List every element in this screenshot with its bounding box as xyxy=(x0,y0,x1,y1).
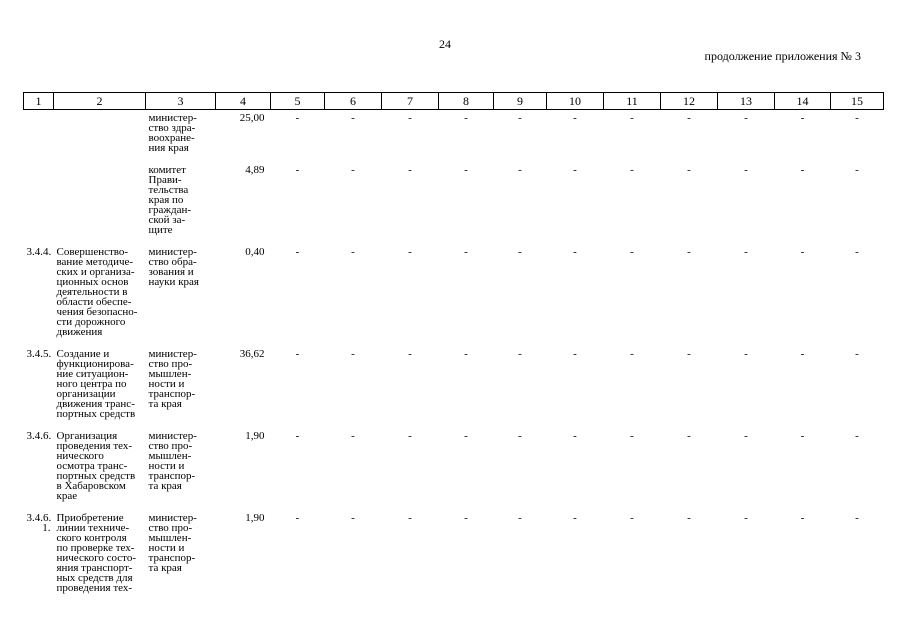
year-value-cell: - xyxy=(518,512,522,524)
year-value-cell: - xyxy=(408,430,412,442)
year-value-cell: - xyxy=(295,348,300,360)
funding-amount: 1,90 xyxy=(245,512,265,524)
column-header: 15 xyxy=(831,93,884,110)
year-value-cell: - xyxy=(630,512,634,524)
year-value-cell: - xyxy=(573,112,577,124)
row-number: 3.4.6. xyxy=(26,430,52,442)
funding-amount: 36,62 xyxy=(239,348,265,360)
year-value-cell: - xyxy=(800,246,805,258)
year-value-cell: - xyxy=(408,512,412,524)
year-value-cell: - xyxy=(855,348,859,360)
column-header: 14 xyxy=(775,93,831,110)
measure-name: Создание и функционирова- ние ситуацион- ного центра по организации движения транс- портных средств xyxy=(56,348,136,420)
year-value-cell: - xyxy=(800,348,805,360)
column-header: 5 xyxy=(271,93,325,110)
executor: министер- ство обра- зования и науки края xyxy=(148,246,199,288)
year-value-cell: - xyxy=(687,430,691,442)
year-value-cell: - xyxy=(518,246,522,258)
column-header: 11 xyxy=(604,93,661,110)
year-value-cell: - xyxy=(408,164,412,176)
year-value-cell: - xyxy=(744,430,748,442)
year-value-cell: - xyxy=(464,512,468,524)
year-value-cell: - xyxy=(744,348,748,360)
year-value-cell: - xyxy=(800,112,805,124)
executor: министер- ство про- мышлен- ности и транспор- та края xyxy=(148,430,197,492)
year-value-cell: - xyxy=(518,430,522,442)
page-number: 24 xyxy=(439,37,451,51)
column-header: 9 xyxy=(494,93,547,110)
year-value-cell: - xyxy=(744,112,748,124)
table-row xyxy=(24,346,884,428)
year-value-cell: - xyxy=(351,164,355,176)
year-value-cell: - xyxy=(744,512,748,524)
year-value-cell: - xyxy=(630,246,634,258)
year-value-cell: - xyxy=(687,246,691,258)
year-value-cell: - xyxy=(855,164,859,176)
year-value-cell: - xyxy=(464,112,468,124)
row-number xyxy=(24,110,54,163)
row-number: 3.4.6. 1. xyxy=(26,512,52,534)
year-value-cell: - xyxy=(630,430,634,442)
appendix-table xyxy=(23,92,884,602)
year-value-cell: - xyxy=(295,430,300,442)
year-value-cell: - xyxy=(573,246,577,258)
measure-name: Организация проведения тех- нического осмотра транс- портных средств в Хабаровском крае xyxy=(56,430,136,502)
row-number: 3.4.4. xyxy=(26,246,52,258)
table-row xyxy=(24,428,884,510)
funding-amount: 1,90 xyxy=(245,430,265,442)
table-body xyxy=(24,110,884,603)
year-value-cell: - xyxy=(351,430,355,442)
year-value-cell: - xyxy=(464,430,468,442)
year-value-cell: - xyxy=(855,246,859,258)
year-value-cell: - xyxy=(800,164,805,176)
table-row xyxy=(24,162,884,244)
column-number-header-row xyxy=(24,93,884,110)
table-row xyxy=(24,244,884,346)
measure-name xyxy=(54,162,146,244)
year-value-cell: - xyxy=(351,348,355,360)
column-header: 6 xyxy=(325,93,382,110)
column-header: 2 xyxy=(54,93,146,110)
year-value-cell: - xyxy=(573,430,577,442)
year-value-cell: - xyxy=(687,164,691,176)
measure-name: Приобретение линии техниче- ского контроля по проверке тех- нического состо- яния транспорт- ных средств для проведения тех- xyxy=(56,512,136,594)
row-number xyxy=(24,162,54,244)
executor: министер- ство здра- воохране- ния края xyxy=(148,112,197,154)
year-value-cell: - xyxy=(687,512,691,524)
column-header: 4 xyxy=(216,93,271,110)
column-header: 8 xyxy=(439,93,494,110)
year-value-cell: - xyxy=(855,112,859,124)
column-header: 12 xyxy=(661,93,718,110)
year-value-cell: - xyxy=(630,348,634,360)
column-header: 3 xyxy=(146,93,216,110)
year-value-cell: - xyxy=(800,512,805,524)
year-value-cell: - xyxy=(351,112,355,124)
year-value-cell: - xyxy=(464,348,468,360)
funding-amount: 4,89 xyxy=(245,164,265,176)
year-value-cell: - xyxy=(295,112,300,124)
funding-amount: 25,00 xyxy=(239,112,265,124)
executor: комитет Прави- тельства края по граждан- ской за- щите xyxy=(148,164,192,236)
year-value-cell: - xyxy=(295,512,300,524)
measure-name: Совершенство- вание методиче- ских и организа- ционных основ деятельности в области обеспе- чения безопасно- сти дорожного движения xyxy=(56,246,138,338)
executor: министер- ство про- мышлен- ности и транспор- та края xyxy=(148,348,197,410)
year-value-cell: - xyxy=(687,112,691,124)
column-header: 1 xyxy=(24,93,54,110)
year-value-cell: - xyxy=(573,164,577,176)
year-value-cell: - xyxy=(295,164,300,176)
year-value-cell: - xyxy=(408,348,412,360)
year-value-cell: - xyxy=(855,512,859,524)
year-value-cell: - xyxy=(408,246,412,258)
year-value-cell: - xyxy=(630,112,634,124)
funding-amount: 0,40 xyxy=(245,246,265,258)
year-value-cell: - xyxy=(408,112,412,124)
year-value-cell: - xyxy=(518,164,522,176)
year-value-cell: - xyxy=(518,348,522,360)
column-header: 7 xyxy=(382,93,439,110)
year-value-cell: - xyxy=(630,164,634,176)
column-header: 10 xyxy=(547,93,604,110)
year-value-cell: - xyxy=(464,246,468,258)
year-value-cell: - xyxy=(573,512,577,524)
year-value-cell: - xyxy=(518,112,522,124)
executor: министер- ство про- мышлен- ности и транспор- та края xyxy=(148,512,197,574)
year-value-cell: - xyxy=(464,164,468,176)
year-value-cell: - xyxy=(800,430,805,442)
column-header: 13 xyxy=(718,93,775,110)
year-value-cell: - xyxy=(295,246,300,258)
table-row xyxy=(24,510,884,602)
year-value-cell: - xyxy=(351,512,355,524)
year-value-cell: - xyxy=(855,430,859,442)
table-row xyxy=(24,110,884,163)
year-value-cell: - xyxy=(744,246,748,258)
row-number: 3.4.5. xyxy=(26,348,52,360)
appendix-continuation-note: продолжение приложения № 3 xyxy=(704,49,861,63)
year-value-cell: - xyxy=(687,348,691,360)
measure-name xyxy=(54,110,146,163)
year-value-cell: - xyxy=(573,348,577,360)
year-value-cell: - xyxy=(351,246,355,258)
year-value-cell: - xyxy=(744,164,748,176)
